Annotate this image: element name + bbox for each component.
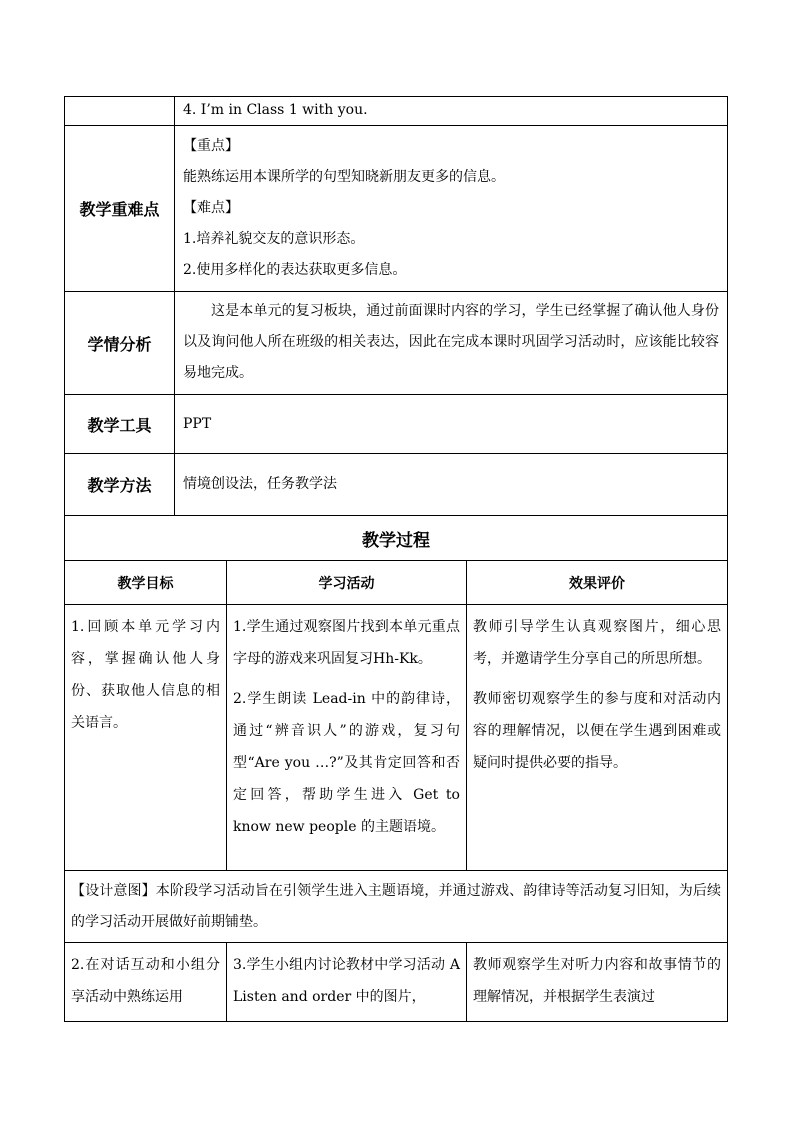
methods-label: 教学方法 — [65, 454, 175, 516]
tools-row — [65, 395, 728, 454]
difficulty-item-1: 1.培养礼貌交友的意识形态。 — [183, 231, 365, 247]
process-title: 教学过程 — [65, 516, 728, 561]
key-points-content — [175, 126, 728, 292]
learner-analysis-label: 学情分析 — [65, 292, 175, 395]
learner-analysis-cell — [175, 292, 728, 395]
evaluation-text-1: 教师引导学生认真观察图片，细心思考，并邀请学生分享自己的所思所想。 — [473, 619, 721, 667]
process-table — [64, 515, 728, 1022]
header-evaluation: 效果评价 — [467, 561, 728, 605]
activity-cell-2 — [227, 943, 467, 1022]
goal-text-1: 1.回顾本单元学习内容，掌握确认他人身份、获取他人信息的相关语言。 — [71, 619, 220, 731]
difficulty-item-2: 2.使用多样化的表达获取更多信息。 — [183, 262, 407, 278]
key-points-row — [65, 126, 728, 292]
evaluation-cell-1 — [467, 605, 728, 871]
design-intent-cell — [65, 871, 728, 943]
process-header-row — [65, 561, 728, 605]
learner-analysis-text: 这是本单元的复习板块，通过前面课时内容的学习，学生已经掌握了确认他人身份以及询问他人所在班级的相关表达，因此在完成本课时巩固学习活动时，应该能比较容易地完成。 — [183, 303, 719, 381]
lesson-info-table — [64, 96, 728, 516]
objective-line: 4. I’m in Class 1 with you. — [175, 97, 728, 126]
focus-heading: 【重点】 — [183, 138, 239, 154]
design-intent-text: 【设计意图】本阶段学习活动旨在引领学生进入主题语境，并通过游戏、韵律诗等活动复习旧知，为后续的学习活动开展做好前期铺垫。 — [71, 882, 721, 930]
goal-text-2: 2.在对话互动和小组分享活动中熟练运用 — [71, 957, 220, 1005]
evaluation-text-2: 教师密切观察学生的参与度和对活动内容的理解情况，以便在学生遇到困难或疑问时提供必要的指导。 — [473, 691, 721, 771]
design-intent-row — [65, 871, 728, 943]
methods-text: 情境创设法，任务教学法 — [175, 454, 728, 516]
goal-cell-1 — [65, 605, 227, 871]
activity-text-2: 2.学生朗读 Lead-in 中的韵律诗，通过“辨音识人”的游戏，复习句型“Are you …?”及其肯定回答和否定回答，帮助学生进入 Get to know new people 的主题语境。 — [233, 691, 460, 835]
goal-cell-2 — [65, 943, 227, 1022]
methods-row — [65, 454, 728, 516]
process-title-row — [65, 516, 728, 561]
focus-text: 能熟练运用本课所学的句型知晓新朋友更多的信息。 — [183, 169, 505, 185]
difficulty-heading: 【难点】 — [183, 200, 239, 216]
process-row-2 — [65, 943, 728, 1022]
tools-text: PPT — [175, 395, 728, 454]
process-row-1 — [65, 605, 728, 871]
activity-cell-1 — [227, 605, 467, 871]
activity-text-1: 1.学生通过观察图片找到本单元重点字母的游戏来巩固复习Hh-Kk。 — [233, 619, 460, 667]
lesson-plan-page — [64, 96, 727, 1022]
learner-analysis-row — [65, 292, 728, 395]
evaluation-text-3: 教师观察学生对听力内容和故事情节的理解情况，并根据学生表演过 — [473, 957, 721, 1005]
objective-row — [65, 97, 728, 126]
header-activity: 学习活动 — [227, 561, 467, 605]
header-goal: 教学目标 — [65, 561, 227, 605]
tools-label: 教学工具 — [65, 395, 175, 454]
key-points-label: 教学重难点 — [65, 126, 175, 292]
activity-text-3: 3.学生小组内讨论教材中学习活动 A Listen and order 中的图片， — [233, 957, 460, 1005]
evaluation-cell-2 — [467, 943, 728, 1022]
